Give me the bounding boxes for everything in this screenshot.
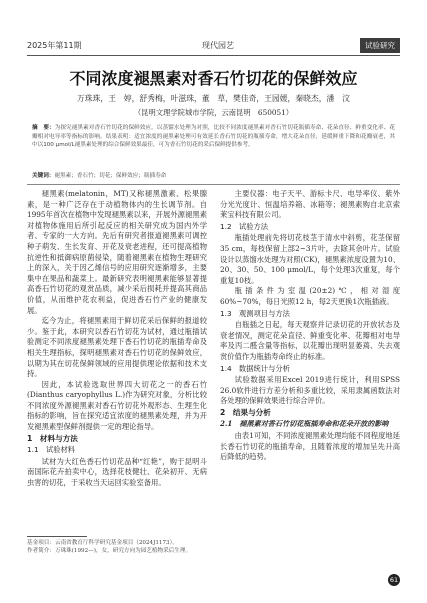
body-paragraph: 迄今为止，将褪黑素用于鲜切花采后保鲜的报道较少。鉴于此，本研究以香石竹切花为试材，通过瓶插试验测定不同浓度褪黑素处理下香石竹切花的瓶插寿命及相关生理指标，探明褪黑素对香石竹切花的保鲜效应，以期为其在切花保鲜领域的应用提供理论依据和技术支持。 [27, 316, 207, 379]
issue-label: 2025年第11期 [27, 41, 82, 50]
abstract-label: 摘 要： [32, 125, 55, 131]
keywords [32, 171, 395, 179]
subsection-heading: 2.1 褪黑素对香石竹切花瓶插寿命和花朵开放的影响 [220, 419, 389, 429]
footnote [27, 539, 207, 556]
journal-name: 现代园艺 [202, 41, 234, 50]
page-header [27, 40, 400, 52]
subsection-heading: 1.3 观测项目与方法 [220, 308, 290, 318]
header-rule [27, 55, 400, 56]
body-paragraph: 主要仪器：电子天平、游标卡尺、电导率仪、紫外分光光度计、恒温培养箱、冰箱等；褪黑素购自北京索莱宝科技有限公司。 [220, 189, 400, 220]
footnote-rule [27, 536, 87, 537]
body-paragraph: 试材为大红色香石竹切花品种“红艳”，购于昆明斗南国际花卉拍卖中心，选择花枝健壮、花朵初开、无病虫害的切花，于采收当天运回实验室备用。 [27, 456, 207, 488]
fund-note: 基金项目：云南省教育厅科学研究基金项目（2024J1173）。 [27, 540, 178, 546]
keywords-label: 关键词： [32, 173, 55, 179]
page-number: 61 [389, 576, 399, 584]
right-column [220, 189, 400, 463]
body-paragraph: 由表1可知，不同浓度褪黑素处理均能不同程度地延长香石竹切花的瓶插寿命，且随着浓度的增加呈先升高后降低的趋势。 [220, 431, 400, 462]
body-paragraph: 瓶插处理前先将切花枝茎于清水中斜剪，花茎保留35 cm，每枝保留上部2~3片叶，去除其余叶片。试验设计以蒸馏水处理为对照(CK)，褪黑素浓度设置为10、20、30、50、100 μmol/L，每个处理3次重复，每个重复10枝。 [220, 233, 400, 285]
section-heading: 1 材料与方法 [27, 433, 78, 443]
left-column [27, 189, 207, 489]
keywords-text: 褪黑素；香石竹；切花；保鲜效应；瓶插寿命 [54, 173, 167, 179]
author-note: 作者简介：万珠珠(1992—)，女，研究方向为园艺植物采后生理。 [27, 548, 192, 555]
subsection-heading: 1.4 数据统计与分析 [220, 363, 290, 373]
subsection-heading: 1.2 试验方法 [220, 221, 269, 231]
body-paragraph: 试验数据采用Excel 2019进行统计，利用SPSS 26.0软件进行方差分析和多重比较，采用隶属函数法对各处理的保鲜效果进行综合评价。 [220, 375, 400, 406]
abstract-rule [27, 184, 400, 185]
body-paragraph: 因此，本试验选取世界四大切花之一的香石竹(Dianthus caryophyllus L.)作为研究对象，分析比较不同浓度外源褪黑素对香石竹切花外观形态、生理生化指标的影响，旨在探究适宜浓度的褪黑素处理，并为开发褪黑素型保鲜剂提供一定的理论指导。 [27, 379, 207, 432]
article-title: 不同浓度褪黑素对香石竹切花的保鲜效应 [69, 69, 358, 88]
section-heading: 2 结果与分析 [220, 407, 271, 417]
body-paragraph: 褪黑素(melatonin，MT)又称褪黑激素、松果腺素，是一种广泛存在于动植物体内的生长调节剂。自1995年首次在植物中发现褪黑素以来，开展外源褪黑素对植物体施用后所引起反应的相关研究成为国内外学者、专家的一大方向。先后有研究者报道褪黑素可调控种子萌发、生长发育、开花及衰老进程，还可提高植物抗逆性和抵御病原菌侵染，随着褪黑素在植物生理研究上的深入，关于因乙烯信号的应用研究逐渐增多，主要集中在果品和蔬菜上。最新研究表明褪黑素能够显著提高香石竹切花的观赏品质，减少采后损耗并提高其商品价值，从而维护花农利益，促进香石竹产业的健康发展。 [27, 189, 207, 315]
author-list: 万珠珠，王 婷，舒秀梅，叶滋珠，董 草，樊佳奇，王园媛，秦晓杰，潘 汶 [77, 94, 350, 103]
affiliation: （昆明文理学院城市学院，云南昆明 650051） [133, 108, 294, 117]
section-badge: 试验研究 [360, 38, 400, 53]
abstract-text: 为探究褪黑素对香石竹切花的保鲜效应，以蒸馏水处理为对照，比较不同浓度褪黑素对香石竹切花瓶插寿命、花朵直径、鲜重变化率、花瓣相对电导率等指标的影响。结果表明：适宜浓度的褪黑素处理可有效延长香石竹切花的瓶插寿命，增大花朵直径，延缓鲜重下降和花瓣衰老，其中以100 μmol/L褪黑素处理的综合保鲜效果最佳，可为香石竹切花的采后保鲜提供参考。 [32, 125, 395, 149]
body-paragraph: 瓶插条件为室温(20±2)℃，相对湿度60%~70%，每日光照12 h，每2天更换1次瓶插液。 [220, 286, 400, 306]
subsection-heading: 1.1 试验材料 [27, 445, 76, 455]
abstract [32, 124, 395, 150]
body-paragraph: 自瓶插之日起，每天观察并记录切花的开放状态及衰老情况，测定花朵直径、鲜重变化率、花瓣相对电导率及丙二醛含量等指标，以花瓣出现明显萎蔫、失去观赏价值作为瓶插寿命终止的标准。 [220, 320, 400, 361]
